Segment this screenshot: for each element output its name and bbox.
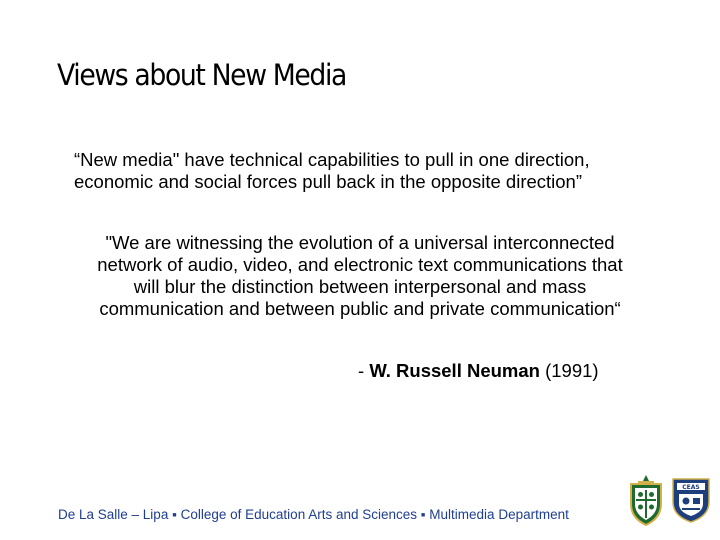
quote-line: communication and between public and private communication“ (99, 298, 621, 319)
author-name: W. Russell Neuman (369, 360, 540, 381)
attribution-year: (1991) (539, 360, 599, 381)
quote-line: "We are witnessing the evolution of a universal interconnected (105, 232, 615, 253)
quote-new-media (74, 149, 590, 193)
quote-line: network of audio, video, and electronic text communications that (97, 254, 623, 275)
quote-neuman (40, 232, 680, 320)
quote-line: will blur the distinction between interpersonal and mass (133, 276, 587, 297)
shield-label: CEAS (682, 484, 700, 491)
quote-line: “New media" have technical capabilities to pull in one direction, (74, 149, 590, 170)
attribution-dash: - (358, 360, 370, 381)
college-shield-icon (670, 476, 712, 524)
quote-line: economic and social forces pull back in the opposite direction” (74, 171, 583, 192)
slide-title: Views about New Media (57, 58, 346, 92)
quote-attribution (358, 360, 599, 382)
school-crest-icon (626, 474, 666, 528)
slide-footer: De La Salle – Lipa ▪ College of Education Arts and Sciences ▪ Multimedia Department (58, 507, 569, 522)
